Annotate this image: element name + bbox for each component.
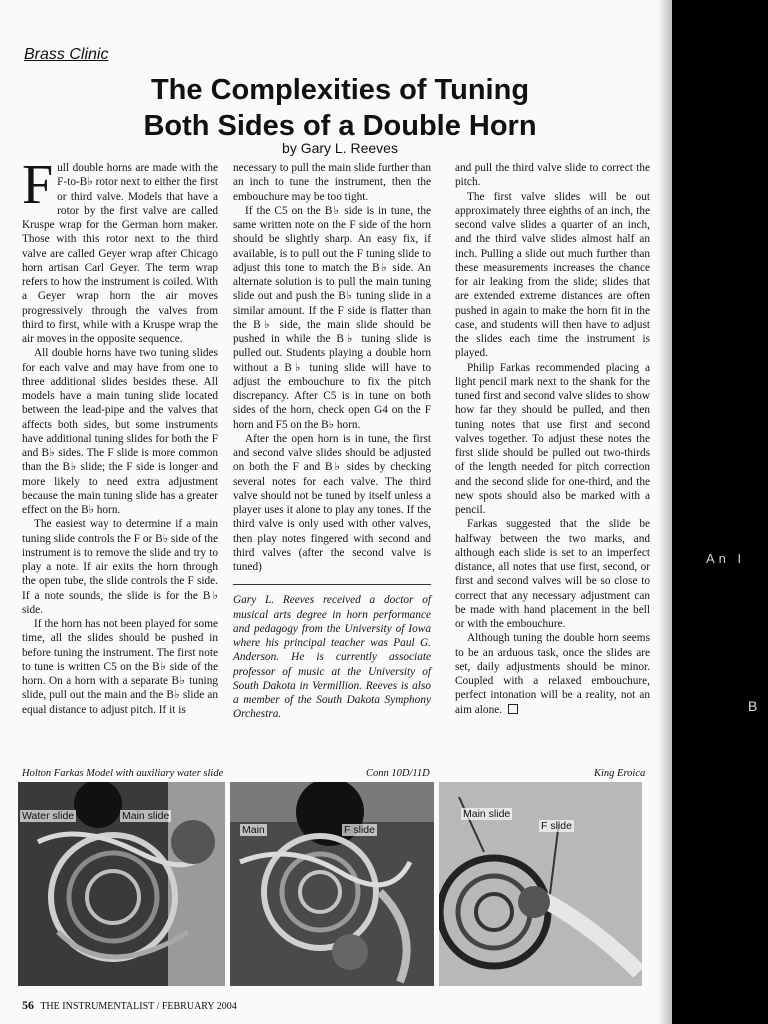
adjacent-page-text: B bbox=[748, 698, 758, 714]
paragraph bbox=[22, 154, 218, 346]
photo-caption-2: Conn 10D/11D bbox=[366, 768, 430, 779]
page-number: 56 bbox=[22, 998, 34, 1012]
paragraph: and pull the third valve slide to correct the pitch. bbox=[455, 162, 650, 189]
publication-info: THE INSTRUMENTALIST / FEBRUARY 2004 bbox=[40, 1001, 237, 1012]
photo-holton-horn bbox=[18, 782, 225, 986]
drop-cap: F bbox=[22, 154, 54, 216]
photo-king-horn bbox=[439, 782, 642, 986]
photo-label-f-slide: F slide bbox=[541, 820, 572, 832]
article-title-line-1: The Complexities of Tuning bbox=[150, 74, 530, 106]
paragraph-text: ull double horns are made with the F-to-B♭ rotor next to either the first or third valve. Models that have a rotor by the first valve are called Kruspe wrap for the German horn maker. Those with this rotor next to the third valve are called Geyer wrap after Chicago horn artisan Carl Geyer. The term wrap refers to how the instrument is coiled. With a Geyer wrap horn the air moves progressively through the valves from third to first, while with a Kruspe wrap the air moves in the opposite sequence. bbox=[22, 162, 218, 345]
divider bbox=[233, 584, 431, 585]
author-bio: Gary L. Reeves received a doctor of musical arts degree in horn performance and pedagogy from the University of Iowa where his principal teacher was Paul G. Anderson. He is currently associate professor of music at the University of South Dakota in Vermillion. Reeves is also a member of the South Dakota Symphony Orchestra. bbox=[233, 594, 431, 721]
column-1 bbox=[22, 154, 218, 717]
paragraph: Farkas suggested that the slide be halfway between the two marks, and although each slide is set to an imperfect distance, all notes that use first, second, or first and second valves will be so close to correct that any necessary adjustment can be made with hand placement in the bell or with the embouchure. bbox=[455, 518, 650, 630]
photo-label-f-slide: F slide bbox=[344, 824, 375, 836]
end-mark-icon bbox=[508, 704, 518, 714]
column-2 bbox=[233, 161, 431, 722]
photo-label-main: Main bbox=[242, 824, 265, 836]
paragraph: necessary to pull the main slide further than an inch to tune the instrument, then the embouchure may be too tight. bbox=[233, 162, 431, 203]
paragraph bbox=[455, 631, 650, 717]
paragraph: The easiest way to determine if a main tuning slide controls the F or B♭ side of the instrument is to remove the slide and try to play a note. If air exits the horn through the open tube, the slide controls the F side. If a note sounds, the slide is for the B♭ side. bbox=[22, 518, 218, 616]
photo-conn-horn bbox=[230, 782, 434, 986]
photo-caption-3: King Eroica bbox=[594, 768, 646, 779]
photo-label-water-slide: Water slide bbox=[22, 810, 75, 822]
paragraph: If the horn has not been played for some time, all the slides should be pushed in before tuning the instrument. The first note to tune is written C5 on the B♭ side of the horn. On a horn with a separate B♭ tuning slide, pull out the main and the B♭ slide an equal distance to adjust pitch. If it is bbox=[22, 618, 218, 716]
photo-caption-1: Holton Farkas Model with auxiliary water slide bbox=[22, 768, 224, 779]
french-horn-icon bbox=[230, 782, 434, 986]
paragraph: All double horns have two tuning slides for each valve and may have from one to three additional slides besides these. All models have a main tuning slide located between the lead-pipe and the valves that affects both sides, but some instruments have additional tuning slides for both the F and B♭ sides. The F slide is more common than the B♭ slide; the F side is longer and more likely to need extra adjustment because the main tuning slide has a greater effect on the B♭ horn. bbox=[22, 347, 218, 516]
paragraph: The first valve slides will be out approximately three eighths of an inch, the second valve slides a quarter of an inch, and the third valve slides almost half an inch. Pulling a slide out much further than these measurements increases the chance for air leaking from the slide; slides that are extended extreme distances are often pushed in again to make the horn fit in the case, and students will then have to adjust the slides each time the instrument is played. bbox=[455, 190, 650, 360]
page-footer bbox=[22, 998, 237, 1013]
paragraph: After the open horn is in tune, the first and second valve slides should be adjusted on both the F and B♭ sides by checking several notes for each valve. The third valve should not be tuned by itself unless a player uses it alone to play any tones. If the third valve is only used with other valves, then play notes fingered with second and third valves (after the second valve is tuned) bbox=[233, 432, 431, 573]
section-label: Brass Clinic bbox=[24, 46, 109, 63]
photo-label-main-slide: Main slide bbox=[463, 808, 511, 820]
paragraph-text: Although tuning the double horn seems to be an arduous task, once the slides are set, daily adjustments should be minor. Coupled with a relaxed embouchure, perfect intonation will be a reality, not an aim alone. bbox=[455, 632, 650, 716]
column-3 bbox=[455, 161, 650, 717]
article-title-line-2: Both Sides of a Double Horn bbox=[143, 110, 537, 142]
paragraph: If the C5 on the B♭ side is in tune, the same written note on the F side of the horn should be slightly sharp. An easy fix, if available, is to pull out the F tuning slide to adjust this tone to match the B♭ side. An alternate solution is to pull the main tuning slide out and push the B♭ tuning slide in a similar amount. If the F side is flatter than the B♭ side, the main slide should be pushed in while the B♭ tuning slide is pulled out. Students playing a double horn without a B♭ tuning slide will have to adjust the embouchure to fix the pitch discrepancy. After C5 is in tune on both sides of the horn, check open G4 on the F horn and F5 on the B♭ horn. bbox=[233, 204, 431, 431]
paragraph: Philip Farkas recommended placing a light pencil mark next to the shank for the tuned first and second valve slides to show how far they should be pulled, and then tuning notes that use first and second valves together. To adjust these notes the first slide should be pulled out two-thirds of the length needed for pitch correction and the second slide for one-third, and the new spots should also be marked with a pencil. bbox=[455, 361, 650, 516]
byline: by Gary L. Reeves bbox=[282, 140, 398, 156]
adjacent-page-text: An I bbox=[706, 551, 746, 566]
photo-label-main-slide: Main slide bbox=[122, 810, 170, 822]
